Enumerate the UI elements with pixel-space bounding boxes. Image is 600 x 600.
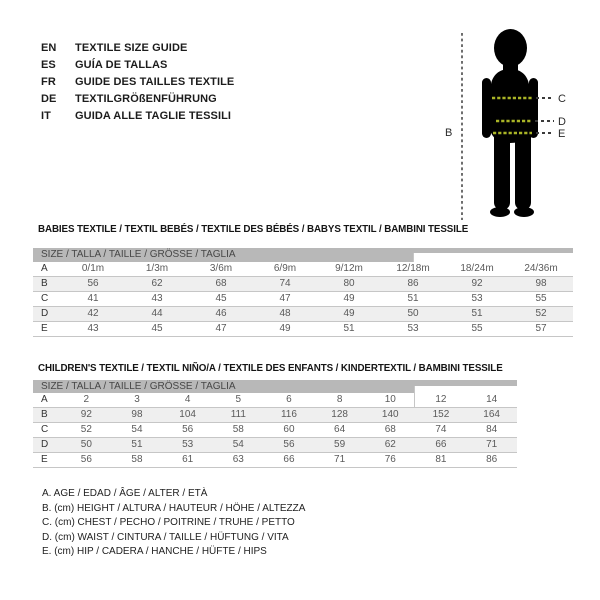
size-cell: 71 [466,438,517,453]
lang-row-es [41,56,234,73]
size-cell: 86 [381,277,445,292]
size-row-a [33,262,573,277]
size-cell: 58 [112,453,163,468]
babies-size-header-bar: SIZE / TALLA / TAILLE / GRÖSSE / TAGLIA [33,248,573,262]
size-cell: 44 [125,307,189,322]
size-cell: 47 [253,292,317,307]
size-cell: 51 [317,322,381,337]
size-cell: 46 [189,307,253,322]
size-cell: 92 [61,408,112,423]
row-label: D [33,438,61,453]
babies-size-table [33,262,573,337]
size-cell: 56 [61,453,112,468]
size-cell: 80 [317,277,381,292]
size-cell: 43 [125,292,189,307]
size-cell: 53 [162,438,213,453]
language-title-block [41,39,234,124]
size-cell: 41 [61,292,125,307]
label-d: D [558,116,566,128]
size-cell: 0/1m [81,263,105,274]
size-cell: 62 [365,438,416,453]
size-cell: 62 [125,277,189,292]
children-highlight-border [414,386,415,407]
size-cell: 49 [317,292,381,307]
size-row-b [33,277,573,292]
size-cell: 49 [317,307,381,322]
size-cell: 43 [61,322,125,337]
lang-row-it [41,107,234,124]
size-cell: 152 [416,408,467,423]
label-c: C [558,93,566,105]
size-cell: 12/18m [396,263,430,274]
size-cell: 51 [445,307,509,322]
size-cell: 5 [235,394,242,405]
size-cell: 55 [445,322,509,337]
size-cell: 4 [184,394,191,405]
babies-header-highlight-patch [413,253,578,262]
row-label: E [33,322,61,337]
size-row-d [33,438,517,453]
size-cell: 45 [125,322,189,337]
label-e: E [558,128,566,140]
size-cell: 60 [264,423,315,438]
size-cell: 2 [83,394,90,405]
size-cell: 6 [286,394,292,405]
size-row-b [33,408,517,423]
size-cell: 128 [314,408,365,423]
size-cell: 49 [253,322,317,337]
size-cell: 81 [416,453,467,468]
size-cell: 48 [253,307,317,322]
children-header-highlight-patch [414,386,518,393]
row-label: B [33,408,61,423]
lang-title: GUIDE DES TAILLES TEXTILE [75,75,235,88]
size-cell: 61 [162,453,213,468]
children-table-title: CHILDREN'S TEXTILE / TEXTIL NIÑO/A / TEXTILE DES ENFANTS / KINDERTEXTIL / BAMBINI TESSILE [38,363,503,374]
size-cell: 3/6m [209,263,233,274]
size-cell: 42 [61,307,125,322]
legend-height: B. (cm) HEIGHT / ALTURA / HAUTEUR / HÖHE / ALTEZZA [42,502,306,514]
size-cell: 50 [61,438,112,453]
row-label: C [33,292,61,307]
size-cell: 12 [435,394,447,405]
legend-age: A. AGE / EDAD / ÂGE / ALTER / ETÀ [42,488,208,499]
size-cell: 84 [466,423,517,438]
child-silhouette [482,29,538,217]
size-cell: 18/24m [460,263,494,274]
lang-code: FR [41,75,56,88]
legend-chest: C. (cm) CHEST / PECHO / POITRINE / TRUHE / PETTO [42,517,295,529]
label-b: B [445,127,453,139]
children-size-header-bar: SIZE / TALLA / TAILLE / GRÖSSE / TAGLIA [33,380,517,393]
row-label: B [33,277,61,292]
lang-code: EN [41,41,57,54]
size-cell: 24/36m [524,263,558,274]
size-cell: 54 [112,423,163,438]
size-cell: 50 [381,307,445,322]
size-cell: 86 [466,453,517,468]
size-cell: 76 [365,453,416,468]
size-row-d [33,307,573,322]
size-cell: 98 [112,408,163,423]
row-label: C [33,423,61,438]
size-cell: 104 [162,408,213,423]
size-cell: 116 [264,408,315,423]
legend-hip: E. (cm) HIP / CADERA / HANCHE / HÜFTE / HIPS [42,546,267,558]
size-cell: 57 [509,322,573,337]
size-cell: 68 [189,277,253,292]
size-cell: 59 [314,438,365,453]
size-cell: 53 [445,292,509,307]
size-cell: 56 [61,277,125,292]
size-cell: 51 [381,292,445,307]
lang-code: ES [41,58,56,71]
size-row-c [33,423,517,438]
babies-size-table-section [33,224,573,337]
size-cell: 66 [264,453,315,468]
size-cell: 54 [213,438,264,453]
row-label: E [33,453,61,468]
size-cell: 14 [486,394,498,405]
lang-row-fr [41,73,234,90]
legend-waist: D. (cm) WAIST / CINTURA / TAILLE / HÜFTUNG / VITA [42,531,289,543]
size-row-e [33,453,517,468]
size-cell: 74 [416,423,467,438]
size-cell: 64 [314,423,365,438]
lang-row-de [41,90,234,107]
size-cell: 71 [314,453,365,468]
size-cell: 1/3m [145,263,169,274]
row-label: D [33,307,61,322]
size-cell: 164 [466,408,517,423]
size-cell: 56 [264,438,315,453]
size-cell: 56 [162,423,213,438]
lang-row-en [41,39,234,56]
lang-code: DE [41,92,57,105]
size-cell: 55 [509,292,573,307]
size-cell: 140 [365,408,416,423]
size-row-e [33,322,573,337]
size-cell: 68 [365,423,416,438]
size-row-c [33,292,573,307]
size-cell: 51 [112,438,163,453]
lang-title: GUIDA ALLE TAGLIE TESSILI [75,109,232,122]
size-cell: 9/12m [335,263,363,274]
size-cell: 66 [416,438,467,453]
row-label: A [41,394,48,405]
size-cell: 10 [384,394,396,405]
lang-title: GUÍA DE TALLAS [75,58,168,71]
children-size-table-section [33,363,517,468]
babies-highlight-border [413,253,414,262]
size-cell: 111 [213,408,264,423]
measurement-legend [42,487,305,560]
size-cell: 3 [134,394,140,405]
size-cell: 52 [61,423,112,438]
lang-title: TEXTILE SIZE GUIDE [75,41,188,54]
size-cell: 92 [445,277,509,292]
size-cell: 47 [189,322,253,337]
size-cell: 58 [213,423,264,438]
children-size-table [33,393,517,468]
size-cell: 45 [189,292,253,307]
size-cell: 53 [381,322,445,337]
size-cell: 98 [509,277,573,292]
babies-table-title: BABIES TEXTILE / TEXTIL BEBÉS / TEXTILE DES BÉBÉS / BABYS TEXTIL / BAMBINI TESSILE [38,224,469,235]
row-label: A [41,263,48,274]
size-cell: 52 [509,307,573,322]
lang-code: IT [41,109,51,122]
child-measurement-figure [435,20,585,230]
lang-title: TEXTILGRÖßENFÜHRUNG [75,92,217,105]
size-row-a [33,393,517,408]
size-cell: 74 [253,277,317,292]
size-cell: 6/9m [273,263,297,274]
size-cell: 63 [213,453,264,468]
size-cell: 8 [336,394,343,405]
